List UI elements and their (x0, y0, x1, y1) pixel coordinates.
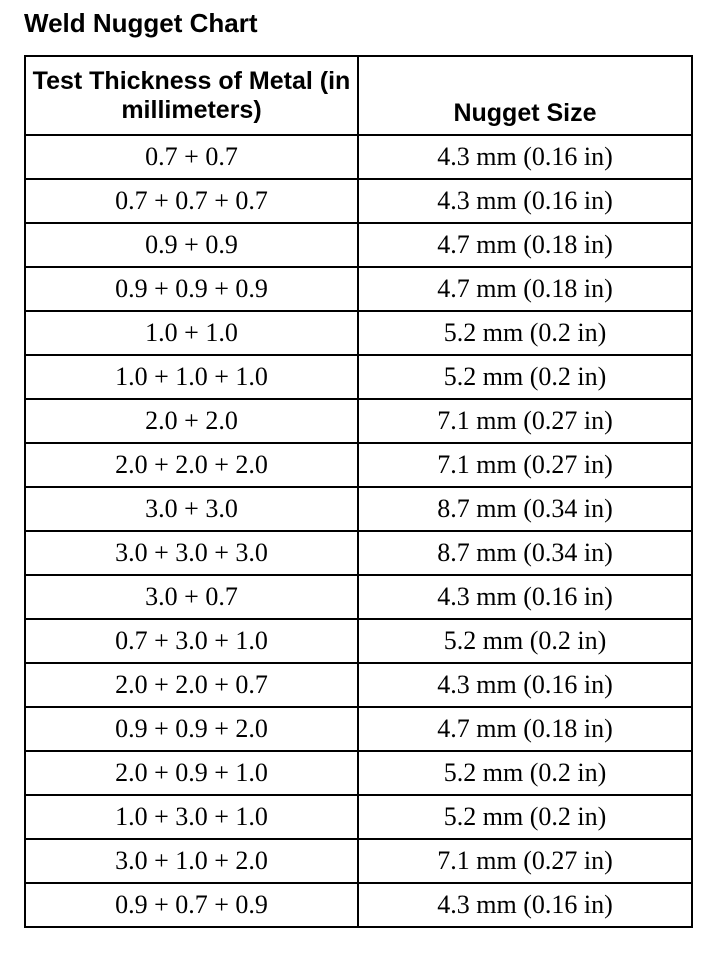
cell-thickness: 0.7 + 0.7 (25, 135, 358, 179)
table-row (25, 223, 692, 267)
table-row (25, 839, 692, 883)
cell-nugget-size: 4.7 mm (0.18 in) (358, 267, 692, 311)
cell-nugget-size: 4.3 mm (0.16 in) (358, 135, 692, 179)
header-nugget-size: Nugget Size (358, 56, 692, 135)
table-row (25, 443, 692, 487)
table-row (25, 619, 692, 663)
table-header-row (25, 56, 692, 135)
table-row (25, 399, 692, 443)
cell-nugget-size: 5.2 mm (0.2 in) (358, 751, 692, 795)
cell-thickness: 0.9 + 0.9 + 0.9 (25, 267, 358, 311)
table-row (25, 795, 692, 839)
table-row (25, 663, 692, 707)
cell-nugget-size: 4.3 mm (0.16 in) (358, 883, 692, 927)
cell-thickness: 0.9 + 0.7 + 0.9 (25, 883, 358, 927)
table-row (25, 179, 692, 223)
cell-thickness: 0.9 + 0.9 (25, 223, 358, 267)
cell-nugget-size: 8.7 mm (0.34 in) (358, 531, 692, 575)
cell-thickness: 2.0 + 2.0 (25, 399, 358, 443)
table-row (25, 355, 692, 399)
cell-thickness: 3.0 + 0.7 (25, 575, 358, 619)
cell-thickness: 1.0 + 3.0 + 1.0 (25, 795, 358, 839)
table-row (25, 135, 692, 179)
cell-thickness: 3.0 + 3.0 (25, 487, 358, 531)
cell-thickness: 3.0 + 1.0 + 2.0 (25, 839, 358, 883)
cell-nugget-size: 8.7 mm (0.34 in) (358, 487, 692, 531)
cell-thickness: 1.0 + 1.0 (25, 311, 358, 355)
cell-nugget-size: 5.2 mm (0.2 in) (358, 619, 692, 663)
table-row (25, 883, 692, 927)
table-row (25, 575, 692, 619)
cell-nugget-size: 4.7 mm (0.18 in) (358, 223, 692, 267)
table-row (25, 311, 692, 355)
table-row (25, 487, 692, 531)
cell-nugget-size: 7.1 mm (0.27 in) (358, 399, 692, 443)
weld-nugget-table (24, 55, 693, 928)
cell-nugget-size: 5.2 mm (0.2 in) (358, 355, 692, 399)
table-row (25, 751, 692, 795)
cell-thickness: 2.0 + 0.9 + 1.0 (25, 751, 358, 795)
cell-thickness: 0.7 + 3.0 + 1.0 (25, 619, 358, 663)
cell-thickness: 1.0 + 1.0 + 1.0 (25, 355, 358, 399)
cell-nugget-size: 7.1 mm (0.27 in) (358, 443, 692, 487)
cell-thickness: 3.0 + 3.0 + 3.0 (25, 531, 358, 575)
cell-nugget-size: 4.3 mm (0.16 in) (358, 575, 692, 619)
cell-nugget-size: 5.2 mm (0.2 in) (358, 795, 692, 839)
cell-thickness: 2.0 + 2.0 + 2.0 (25, 443, 358, 487)
cell-nugget-size: 4.3 mm (0.16 in) (358, 179, 692, 223)
cell-thickness: 2.0 + 2.0 + 0.7 (25, 663, 358, 707)
table-row (25, 531, 692, 575)
cell-nugget-size: 4.7 mm (0.18 in) (358, 707, 692, 751)
cell-nugget-size: 4.3 mm (0.16 in) (358, 663, 692, 707)
table-row (25, 707, 692, 751)
table-row (25, 267, 692, 311)
page-title: Weld Nugget Chart (24, 8, 258, 38)
cell-nugget-size: 7.1 mm (0.27 in) (358, 839, 692, 883)
header-thickness: Test Thickness of Metal (in millimeters) (25, 56, 358, 135)
cell-thickness: 0.9 + 0.9 + 2.0 (25, 707, 358, 751)
cell-nugget-size: 5.2 mm (0.2 in) (358, 311, 692, 355)
table-body (25, 135, 692, 927)
cell-thickness: 0.7 + 0.7 + 0.7 (25, 179, 358, 223)
